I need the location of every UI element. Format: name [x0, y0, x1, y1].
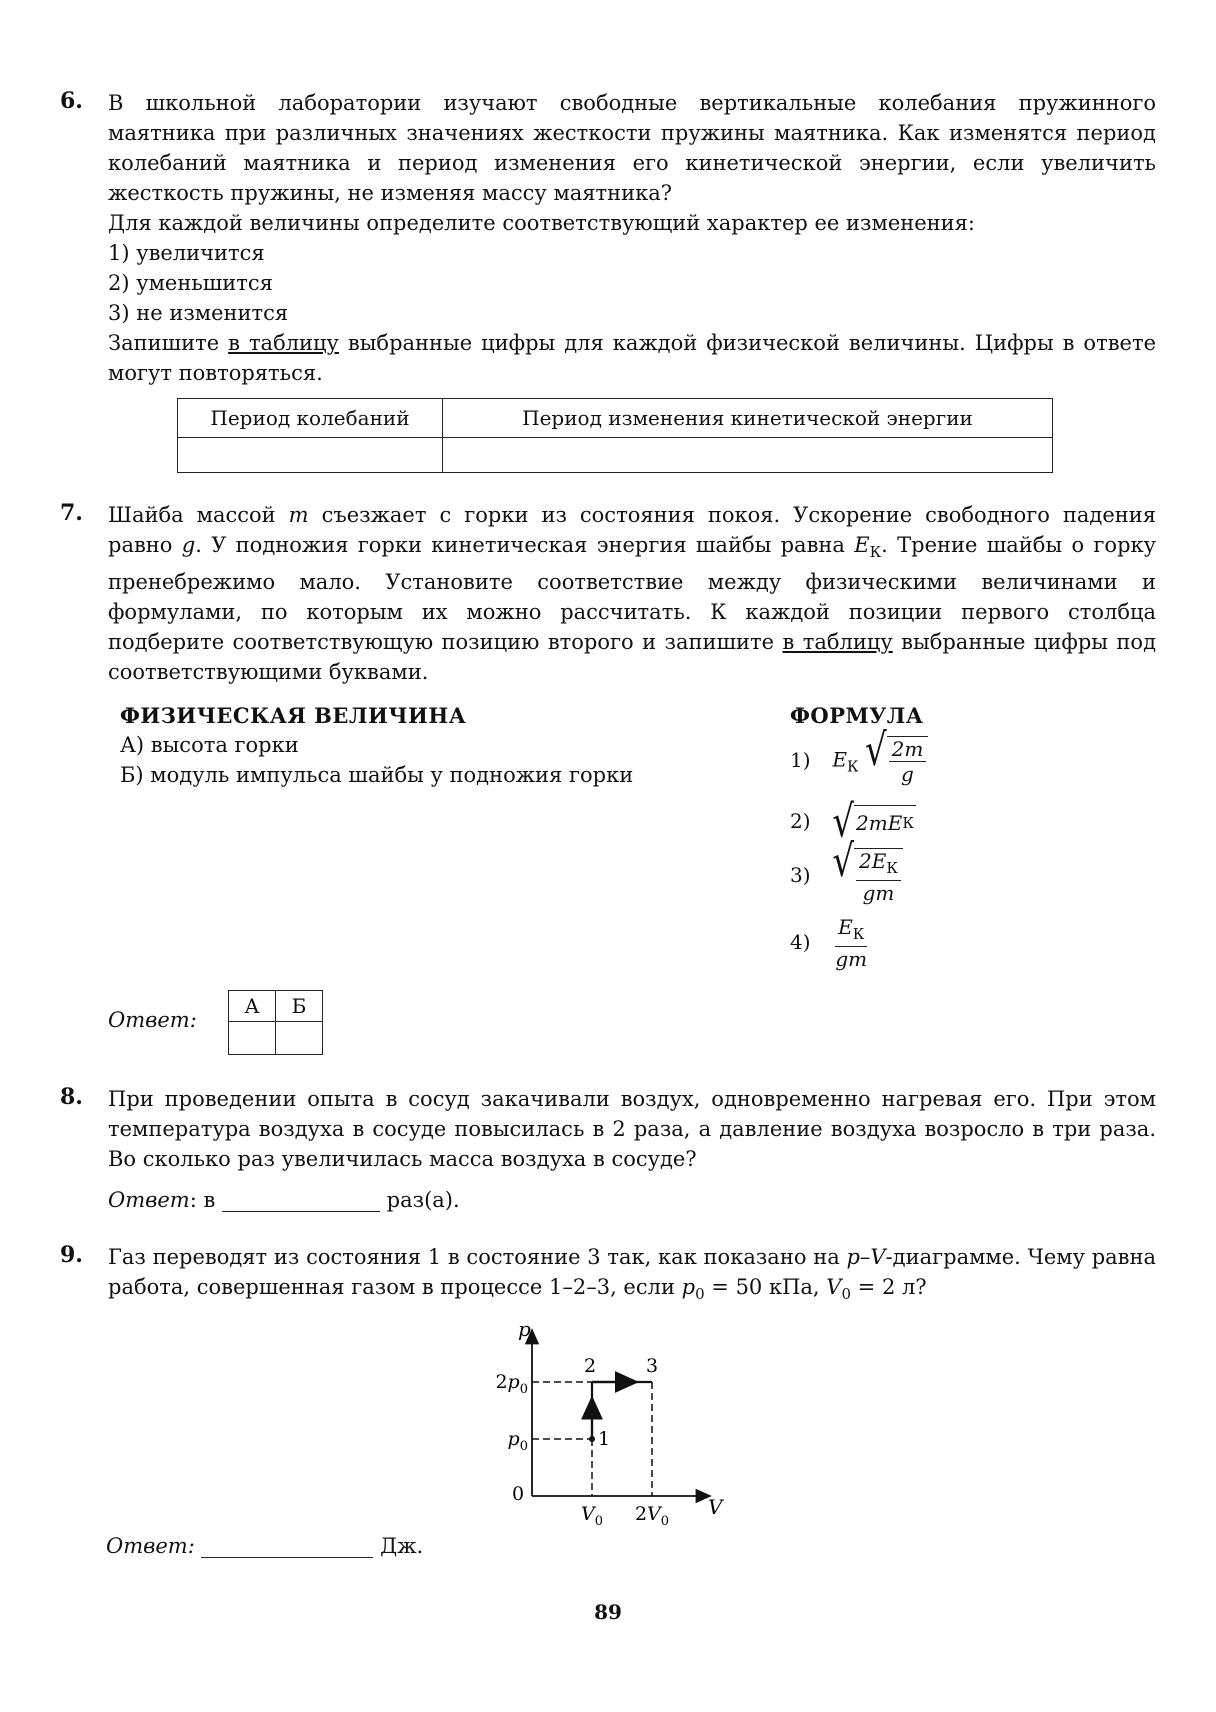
- answer-blank[interactable]: [201, 1535, 373, 1558]
- point-label-3: 3: [645, 1355, 659, 1377]
- answer-cell-period[interactable]: [178, 438, 443, 473]
- answer-blank[interactable]: [222, 1189, 380, 1212]
- point-label-1: 1: [597, 1428, 611, 1450]
- formula-heading: ФОРМУЛА: [790, 703, 924, 728]
- answer-cell-kinetic[interactable]: [443, 438, 1053, 473]
- state-1-dot: [589, 1436, 595, 1442]
- task-number: 6.: [60, 88, 83, 114]
- task-text: В школьной лаборатории изучают свободные вертикальные колебания пружинного маятника при различных значениях жесткости пружины маятника. Как изменятся период колебаний маятника и период изменения его кинетической энергии, если увеличить жесткость пружины, не изменяя массу маятника?: [108, 91, 1156, 205]
- task-body: [108, 1242, 1156, 1309]
- sqrt-sign: √ $\frac{2m}{g}$: [865, 736, 928, 786]
- task-body: [108, 88, 1156, 388]
- quantity-item-a: А) высота горки: [120, 733, 299, 757]
- quantity-heading: ФИЗИЧЕСКАЯ ВЕЛИЧИНА: [120, 703, 467, 728]
- answer-table: [177, 398, 1053, 473]
- v-axis-label: V: [708, 1495, 723, 1519]
- write-instruction: Запишите в таблицу выбранные цифры для каждой физической величины. Цифры в ответе могут повторяться.: [108, 331, 1156, 385]
- table-link: в таблицу: [782, 630, 893, 654]
- task-instruction: Для каждой величины определите соответствующий характер ее изменения:: [108, 211, 975, 235]
- answer-line: Ответ: в раз(а).: [108, 1188, 460, 1212]
- tick-2p0: $2p_0$: [495, 1371, 528, 1397]
- option-1: 1) увеличится: [108, 241, 265, 265]
- answer-cell-b[interactable]: [276, 1022, 323, 1055]
- point-labels: [584, 1355, 658, 1450]
- table-header-kinetic: Период изменения кинетической энергии: [443, 399, 1053, 438]
- formula-2: 2) √ 2mE К: [790, 796, 914, 848]
- p-axis-label: p: [518, 1318, 531, 1341]
- page-number: 89: [594, 1600, 622, 1624]
- tick-v0: $V_0$: [580, 1503, 604, 1528]
- task-body: [108, 1084, 1156, 1174]
- tick-p0: $p_0$: [507, 1428, 528, 1454]
- task-text: Газ переводят из состояния 1 в состояние 3 так, как показано на p–V-диаграмме. Чему равна работа, совершенная газом в процессе 1–2–3, если $p_0 = 50$ кПа, $V_0 = 2$ л?: [108, 1245, 1156, 1303]
- tick-2v0: $2V_0$: [634, 1503, 670, 1528]
- sqrt-sign: √ 2mE К: [832, 796, 914, 848]
- sqrt-sign: √ $\frac{2E_К}{gm}$: [832, 848, 903, 905]
- task-number: 8.: [60, 1084, 83, 1110]
- answer-col-a: А: [229, 991, 276, 1022]
- point-label-2: 2: [583, 1355, 597, 1377]
- task-text: Шайба массой m съезжает с горки из состояния покоя. Ускорение свободного падения равно g. У подножия горки кинетическая энергия шайбы равна $E_К$. Трение шайбы о горку пренебрежимо мало. Установите соответствие между физическими величинами и формулами, по которым их можно рассчитать. К каждой позиции первого столбца подберите соответствующую позицию второго и запишите в таблицу выбранные цифры под соответствующими буквами.: [108, 503, 1157, 684]
- table-link: в таблицу: [228, 331, 339, 355]
- answer-cell-a[interactable]: [229, 1022, 276, 1055]
- task-number: 9.: [60, 1242, 83, 1268]
- table-header-period: Период колебаний: [178, 399, 443, 438]
- task-number: 7.: [60, 500, 83, 526]
- formula-4: 4) $\frac{E_К}{gm}$: [790, 915, 868, 971]
- answer-grid: [228, 990, 323, 1055]
- answer-line: Ответ: Дж.: [106, 1534, 424, 1558]
- task-text: При проведении опыта в сосуд закачивали воздух, одновременно нагревая его. При этом температура воздуха в сосуде повысилась в 2 раза, а давление воздуха возросло в три раза. Во сколько раз увеличилась масса воздуха в сосуде?: [108, 1087, 1156, 1171]
- formula-1: 1) $E_К$ √ $\frac{2m}{g}$: [790, 736, 928, 786]
- task-body: [108, 500, 1156, 687]
- answer-col-b: Б: [276, 991, 323, 1022]
- option-2: 2) уменьшится: [108, 271, 273, 295]
- pv-diagram: [470, 1318, 730, 1528]
- quantity-item-b: Б) модуль импульса шайбы у подножия горки: [120, 763, 634, 787]
- origin-label: 0: [512, 1483, 525, 1505]
- answer-label: Ответ:: [108, 1008, 197, 1032]
- formula-3: 3) √ $\frac{2E_К}{gm}$: [790, 848, 903, 905]
- option-3: 3) не изменится: [108, 301, 289, 325]
